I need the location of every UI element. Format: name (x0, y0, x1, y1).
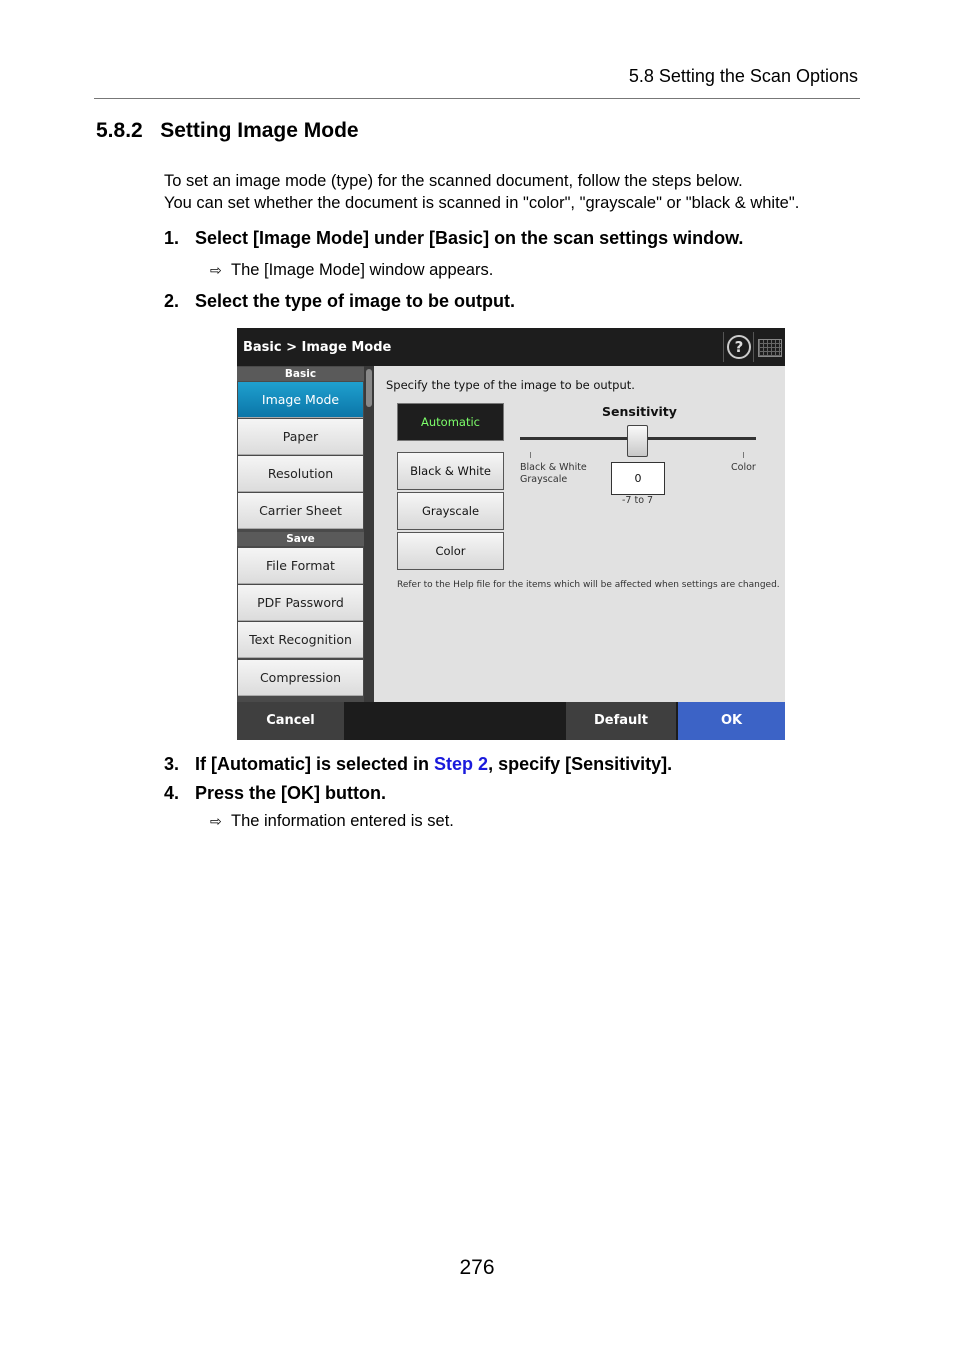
running-header: 5.8 Setting the Scan Options (628, 66, 858, 86)
step-number: 4. (164, 783, 180, 803)
ok-button[interactable]: OK (678, 702, 785, 740)
nav-carrier-sheet[interactable]: Carrier Sheet (238, 493, 363, 529)
sidebar-scrollbar[interactable] (365, 366, 373, 702)
keyboard-icon (758, 339, 782, 357)
sensitivity-label: Sensitivity (602, 404, 677, 419)
step-4-result (210, 812, 454, 831)
step-text: Press the [OK] button. (195, 783, 387, 803)
scrollbar-thumb[interactable] (366, 369, 372, 407)
step-text-before: If [Automatic] is selected in (195, 754, 435, 774)
sensitivity-range-label: -7 to 7 (622, 495, 654, 506)
intro-line-2: You can set whether the document is scanned in "color", "grayscale" or "black & white". (164, 194, 800, 212)
sensitivity-value-field[interactable]: 0 (611, 462, 665, 495)
slider-left-label-2: Grayscale (520, 474, 568, 485)
step-text-after: , specify [Sensitivity]. (488, 754, 673, 774)
header-rule (94, 98, 860, 99)
result-text: The [Image Mode] window appears. (231, 261, 494, 279)
section-title (96, 119, 359, 143)
step-2-link[interactable]: Step 2 (434, 754, 489, 774)
nav-image-mode[interactable]: Image Mode (238, 382, 363, 418)
step-text: Select [Image Mode] under [Basic] on the scan settings window. (195, 228, 744, 248)
sensitivity-slider-handle[interactable] (627, 425, 648, 457)
settings-sidebar (237, 366, 364, 702)
help-icon: ? (727, 335, 751, 359)
mode-grayscale-button[interactable]: Grayscale (397, 492, 504, 530)
section-number: 5.8.2 (96, 119, 143, 142)
slider-tick-right (743, 452, 744, 458)
nav-text-recognition[interactable]: Text Recognition (238, 622, 363, 658)
mode-black-white-button[interactable]: Black & White (397, 452, 504, 490)
step-2 (164, 291, 515, 312)
mode-automatic-button[interactable]: Automatic (397, 403, 504, 441)
bottom-button-bar (237, 702, 785, 740)
step-1 (164, 228, 743, 249)
section-title-text: Setting Image Mode (160, 119, 359, 142)
step-number: 1. (164, 228, 180, 248)
slider-right-label: Color (731, 462, 756, 473)
step-number: 3. (164, 754, 180, 774)
page-number: 276 (459, 1256, 495, 1279)
panel-instruction: Specify the type of the image to be output. (386, 378, 635, 392)
window-titlebar (237, 328, 785, 366)
mode-color-button[interactable]: Color (397, 532, 504, 570)
result-arrow-icon: ⇨ (210, 262, 222, 278)
keyboard-button[interactable] (753, 332, 785, 362)
slider-tick-left (530, 452, 531, 458)
step-number: 2. (164, 291, 180, 311)
default-button[interactable]: Default (566, 702, 676, 740)
window-title: Basic > Image Mode (243, 340, 392, 355)
nav-paper[interactable]: Paper (238, 419, 363, 455)
result-arrow-icon: ⇨ (210, 813, 222, 829)
step-1-result (210, 261, 493, 280)
result-text: The information entered is set. (231, 812, 454, 830)
nav-file-format[interactable]: File Format (238, 548, 363, 584)
category-basic: Basic (237, 367, 364, 381)
cancel-button[interactable]: Cancel (237, 702, 344, 740)
step-3 (164, 754, 672, 775)
nav-compression[interactable]: Compression (238, 660, 363, 696)
nav-pdf-password[interactable]: PDF Password (238, 585, 363, 621)
intro-line-1: To set an image mode (type) for the scanned document, follow the steps below. (164, 172, 743, 190)
help-note: Refer to the Help file for the items which will be affected when settings are changed. (397, 580, 780, 590)
image-mode-panel (374, 366, 785, 702)
scan-settings-screenshot (237, 328, 785, 740)
slider-left-label-1: Black & White (520, 462, 587, 473)
category-save: Save (237, 532, 364, 546)
help-button[interactable] (723, 332, 752, 362)
step-4 (164, 783, 386, 804)
step-text: Select the type of image to be output. (195, 291, 516, 311)
nav-resolution[interactable]: Resolution (238, 456, 363, 492)
